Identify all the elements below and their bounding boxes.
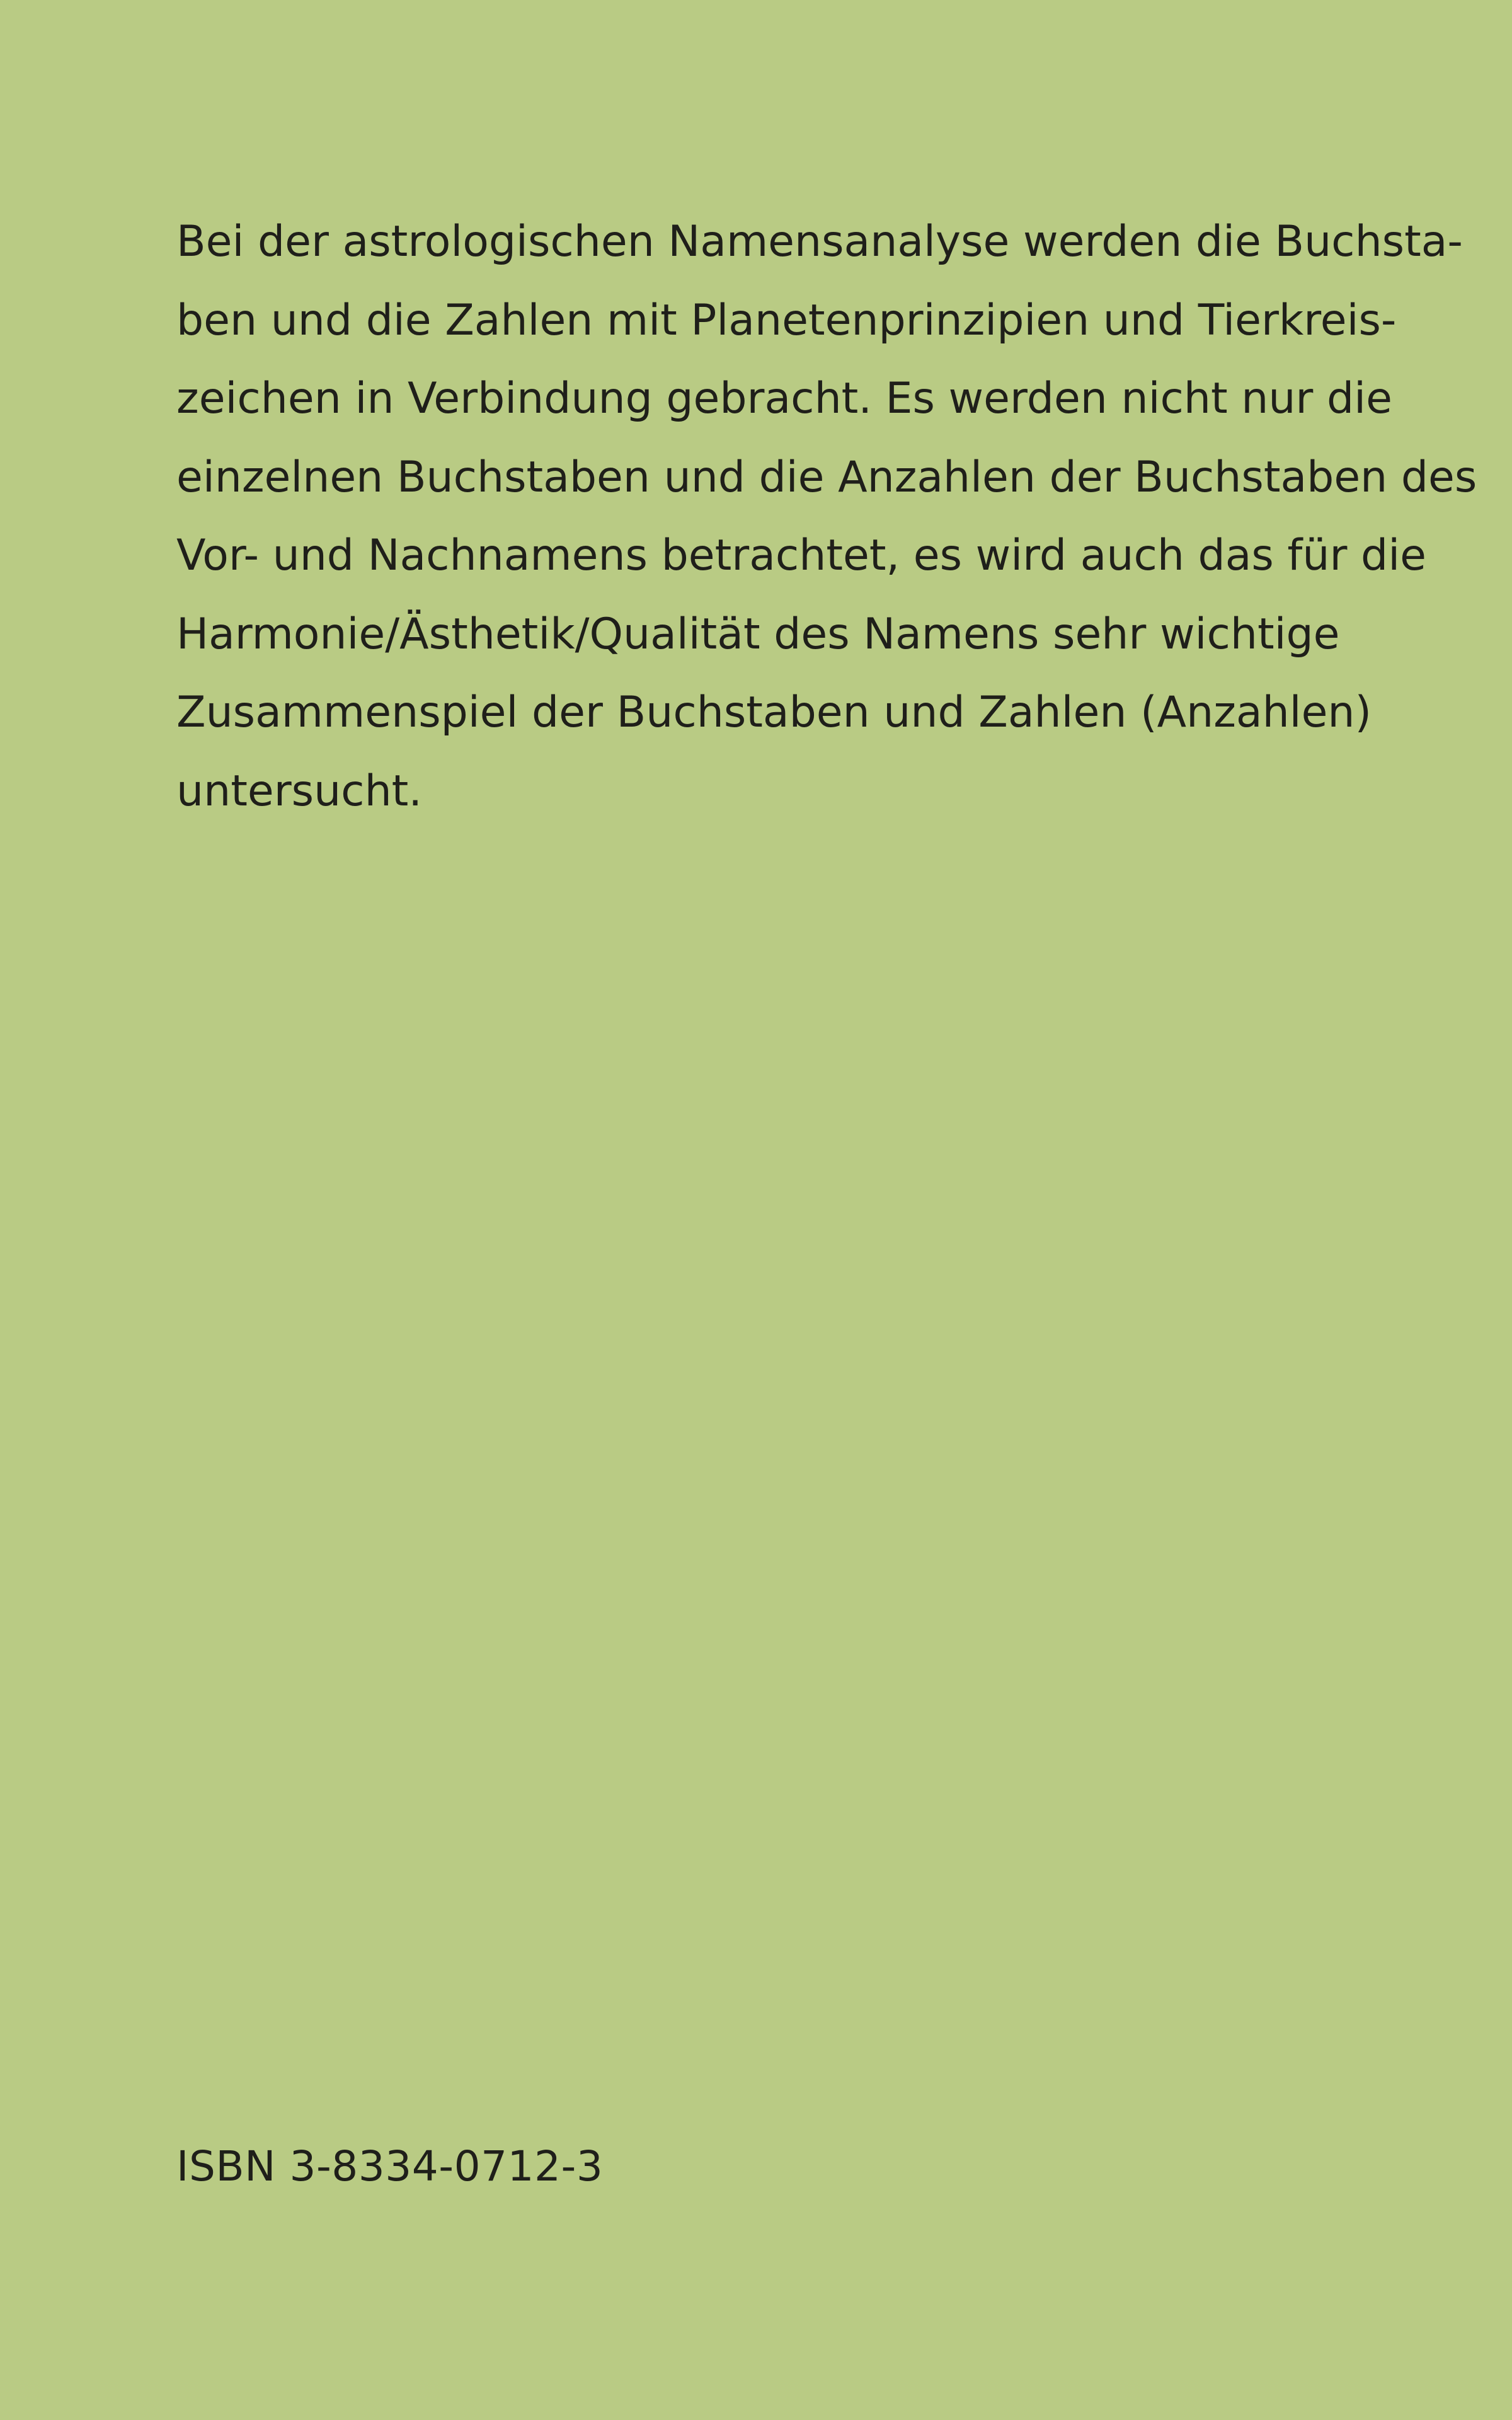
blurb-line: Zusammenspiel der Buchstaben und Zahlen (Anzahlen) (176, 688, 1372, 737)
blurb-line: ben und die Zahlen mit Planetenprinzipien und Tierkreis- (176, 295, 1397, 345)
blurb-line: einzelnen Buchstaben und die Anzahlen der Buchstaben des (176, 452, 1477, 502)
blurb-line: Bei der astrologischen Namensanalyse werden die Buchsta- (176, 217, 1463, 267)
blurb-line: Harmonie/Ästhetik/Qualität des Namens sehr wichtige (176, 609, 1340, 659)
blurb-line: zeichen in Verbindung gebracht. Es werden nicht nur die (176, 374, 1392, 424)
blurb-line: untersucht. (176, 766, 422, 816)
isbn-label: ISBN 3-8334-0712-3 (176, 2142, 604, 2191)
blurb-line: Vor- und Nachnamens betrachtet, es wird auch das für die (176, 531, 1426, 580)
blurb-text (176, 203, 1477, 831)
